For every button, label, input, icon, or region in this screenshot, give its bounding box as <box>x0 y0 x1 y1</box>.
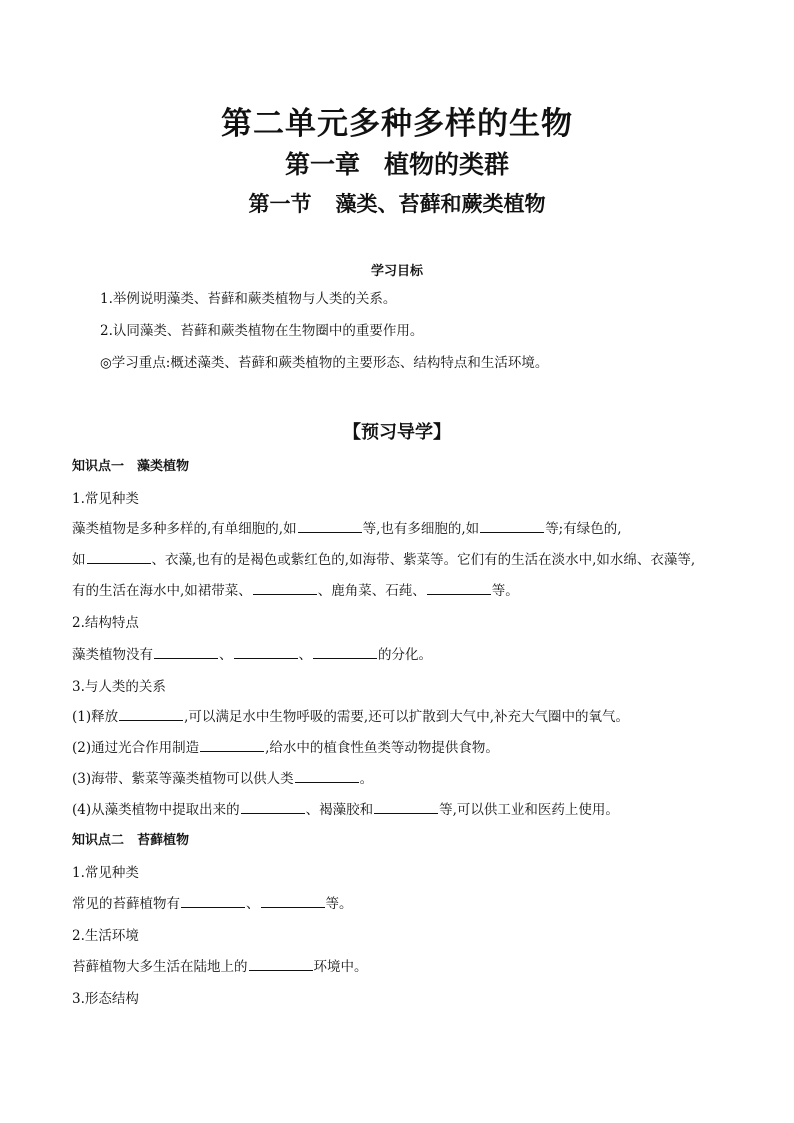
kp1-relation-item: (1)释放 ,可以满足水中生物呼吸的需要,还可以扩散到大气中,补充大气圈中的氧气。 <box>72 709 629 725</box>
objective-key-point: ◎学习重点:概述藻类、苔藓和蕨类植物的主要形态、结构特点和生活环境。 <box>100 355 549 371</box>
section-name: 藻类、苔藓和蕨类植物 <box>335 191 546 216</box>
kp1-line: 有的生活在海水中,如裙带菜、 、鹿角菜、石莼、 等。 <box>72 583 519 599</box>
answer-blank[interactable] <box>298 520 362 533</box>
kp2-subsection-title: 1.常见种类 <box>72 865 139 881</box>
chapter-label: 第一章 <box>284 150 360 179</box>
chapter-name: 植物的类群 <box>384 150 510 179</box>
kp2-line: 苔藓植物大多生活在陆地上的 环境中。 <box>72 959 368 975</box>
knowledge-point-2-heading: 知识点二 苔藓植物 <box>72 833 190 848</box>
kp1-relation-item: (4)从藻类植物中提取出来的 、褐藻胶和 等,可以供工业和医药上使用。 <box>72 802 619 818</box>
kp1-line: 如 、衣藻,也有的是褐色或紫红色的,如海带、紫菜等。它们有的生活在淡水中,如水绵、衣藻等, <box>72 552 696 568</box>
kp2-line: 常见的苔藓植物有 、 等。 <box>72 896 353 912</box>
answer-blank[interactable] <box>480 520 544 533</box>
objective-item: 1.举例说明藻类、苔藓和蕨类植物与人类的关系。 <box>100 291 397 307</box>
answer-blank[interactable] <box>87 551 151 564</box>
objective-item: 2.认同藻类、苔藓和蕨类植物在生物圈中的重要作用。 <box>100 323 424 339</box>
kp1-subsection-title: 2.结构特点 <box>72 615 139 631</box>
preview-heading: 【预习导学】 <box>343 422 451 443</box>
answer-blank[interactable] <box>234 646 298 659</box>
chapter-title <box>0 145 794 181</box>
answer-blank[interactable] <box>249 958 313 971</box>
kp2-subsection-title: 2.生活环境 <box>72 928 139 944</box>
section-title <box>0 188 794 218</box>
answer-blank[interactable] <box>253 582 317 595</box>
answer-blank[interactable] <box>241 801 305 814</box>
kp1-line: 藻类植物是多种多样的,有单细胞的,如 等,也有多细胞的,如 等;有绿色的, <box>72 521 622 537</box>
answer-blank[interactable] <box>154 646 218 659</box>
kp1-subsection-title: 3.与人类的关系 <box>72 679 166 695</box>
answer-blank[interactable] <box>295 770 359 783</box>
kp1-relation-item: (3)海带、紫菜等藻类植物可以供人类 。 <box>72 771 374 787</box>
answer-blank[interactable] <box>181 895 245 908</box>
answer-blank[interactable] <box>374 801 438 814</box>
answer-blank[interactable] <box>200 739 264 752</box>
answer-blank[interactable] <box>119 708 183 721</box>
section-label: 第一节 <box>248 191 312 216</box>
kp1-line: 藻类植物没有 、 、 的分化。 <box>72 647 432 663</box>
kp2-subsection-title: 3.形态结构 <box>72 991 139 1007</box>
unit-title: 第二单元多种多样的生物 <box>221 106 573 142</box>
knowledge-point-1-heading: 知识点一 藻类植物 <box>72 459 190 474</box>
objectives-heading: 学习目标 <box>370 264 423 279</box>
answer-blank[interactable] <box>427 582 491 595</box>
answer-blank[interactable] <box>313 646 377 659</box>
answer-blank[interactable] <box>261 895 325 908</box>
kp1-relation-item: (2)通过光合作用制造 ,给水中的植食性鱼类等动物提供食物。 <box>72 740 499 756</box>
kp1-subsection-title: 1.常见种类 <box>72 491 139 507</box>
